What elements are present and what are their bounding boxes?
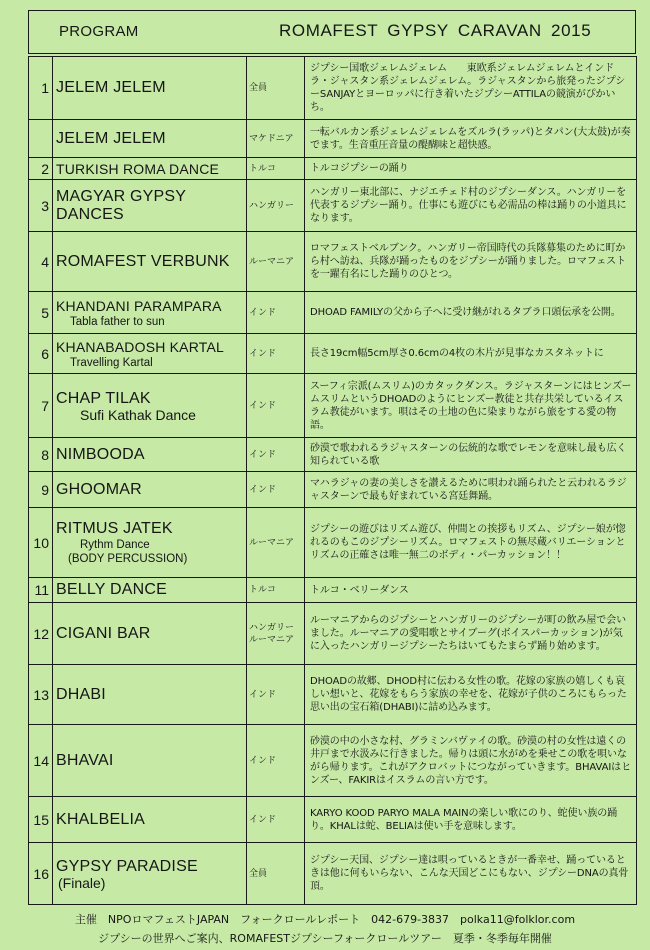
piece-description: 一転バルカン系ジェレムジェレムをズルラ(ラッパ)とタパン(大太鼓)が奏でます。生音重圧音量の醍醐味と超快感。 <box>305 120 637 158</box>
piece-region: インド <box>247 725 305 797</box>
piece-description: マハラジャの妻の美しさを讃えるために唄われ踊られたと云われるラジャスターンで最も好まれている宮廷舞踊。 <box>305 472 637 508</box>
piece-name <box>53 180 247 232</box>
row-number: 6 <box>29 334 53 374</box>
row-number <box>29 120 53 158</box>
piece-description: トルコ・ベリーダンス <box>305 578 637 603</box>
piece-description: ジプシー天国、ジプシー達は唄っているときが一番幸せ、踊っているときは他に何もいらない、こんな天国どこにもない、ジプシーDNAの真骨頂。 <box>305 843 637 905</box>
piece-description: DHOAD FAMILYの父から子へに受け継がれるタブラ口頭伝承を公開。 <box>305 292 637 334</box>
row-number: 12 <box>29 603 53 665</box>
piece-description: KARYO KOOD PARYO MALA MAINの楽しい歌にのり、蛇使い族の踊り。KHALは蛇、BELIAは使い手を意味します。 <box>305 797 637 843</box>
piece-name <box>53 120 247 158</box>
piece-region: 全員 <box>247 57 305 120</box>
piece-description: トルコジプシーの踊り <box>305 158 637 180</box>
piece-description: ジプシーの遊びはリズム遊び、仲間との挨拶もリズム、ジプシー娘が惚れるのもこのジプシーリズム。ロマフェストの無尽蔵バリエーションとリズムの正確さは唯一無二のボディ・パーカッション！！ <box>305 508 637 578</box>
program-row <box>29 292 637 334</box>
row-number: 1 <box>29 57 53 120</box>
organizer-info: 主催 NPOロマフェストJAPAN フォークロールレポート 042-679-3837 polka11@folklor.com <box>74 913 576 926</box>
piece-description: DHOADの故郷、DHOD村に伝わる女性の歌。花嫁の家族の嬉しくも哀しい想いと、花嫁をもらう家族の幸せを、花嫁が子供のころにもらった思い出の宝石箱(DHABI)に詰め込みます。 <box>305 665 637 725</box>
piece-region: インド <box>247 472 305 508</box>
program-row <box>29 374 637 438</box>
piece-name <box>53 57 247 120</box>
program-row <box>29 508 637 578</box>
piece-description: ハンガリー東北部に、ナジエチェド村のジプシーダンス。ハンガリーを代表するジプシー踊り。仕事にも遊びにも必需品の棒は踊りの小道具になります。 <box>305 180 637 232</box>
program-row <box>29 232 637 292</box>
piece-title: GYPSY PARADISE <box>56 857 198 875</box>
row-number: 11 <box>29 578 53 603</box>
piece-region: インド <box>247 438 305 472</box>
row-number: 7 <box>29 374 53 438</box>
program-row <box>29 180 637 232</box>
row-number: 4 <box>29 232 53 292</box>
piece-description: 砂漠の中の小さな村、グラミンバヴァイの歌。砂漠の村の女性は遠くの井戸まで水汲みに行きました。帰りは頭に水がめを乗せこの歌を唄いながら帰ります。これがアクロバットにつながっていきます。BHAVAIはヒンズー、FAKIRはイスラムの言い方です。 <box>305 725 637 797</box>
program-row <box>29 843 637 905</box>
event-title: ROMAFEST GYPSY CARAVAN 2015 <box>279 21 592 40</box>
piece-title: JELEM JELEM <box>56 129 166 147</box>
row-number: 13 <box>29 665 53 725</box>
piece-region: インド <box>247 334 305 374</box>
program-row <box>29 578 637 603</box>
piece-name <box>53 578 247 603</box>
row-number: 5 <box>29 292 53 334</box>
piece-description: 長さ19cm幅5cm厚さ0.6cmの4枚の木片が見事なカスタネットに <box>305 334 637 374</box>
piece-title: ROMAFEST VERBUNK <box>56 252 230 270</box>
program-table <box>28 56 637 905</box>
piece-region: トルコ <box>247 578 305 603</box>
piece-title: NIMBOODA <box>56 445 145 463</box>
piece-region: インド <box>247 797 305 843</box>
piece-name <box>53 665 247 725</box>
program-row <box>29 334 637 374</box>
piece-name <box>53 334 247 374</box>
program-label: PROGRAM <box>59 23 139 40</box>
program-row <box>29 57 637 120</box>
piece-name <box>53 725 247 797</box>
program-header <box>28 10 636 54</box>
program-row <box>29 472 637 508</box>
piece-title: BELLY DANCE <box>56 581 167 598</box>
piece-subtitle: Tabla father to sun <box>70 315 165 328</box>
program-row <box>29 158 637 180</box>
piece-region: インド <box>247 374 305 438</box>
row-number: 10 <box>29 508 53 578</box>
piece-title: MAGYAR GYPSY DANCES <box>56 187 186 223</box>
piece-name <box>53 603 247 665</box>
piece-description: ルーマニアからのジプシーとハンガリーのジプシーが町の飲み屋で会いました。ルーマニアの愛唱歌とサイブーグ(ボイスパーカッション)が気に入ったハンガリージプシーたちはいてもたまらず踊り始めます。 <box>305 603 637 665</box>
program-row <box>29 797 637 843</box>
program-row <box>29 725 637 797</box>
piece-region: ハンガリー ルーマニア <box>247 603 305 665</box>
row-number: 8 <box>29 438 53 472</box>
row-number: 16 <box>29 843 53 905</box>
piece-title: TURKISH ROMA DANCE <box>56 160 220 177</box>
piece-region: ハンガリー <box>247 180 305 232</box>
row-number: 14 <box>29 725 53 797</box>
piece-name <box>53 292 247 334</box>
piece-subtitle-2: (BODY PERCUSSION) <box>68 552 188 565</box>
piece-title: GHOOMAR <box>56 480 142 498</box>
piece-description: ロマフェストベルブンク。ハンガリー帝国時代の兵隊募集のために町から村へ訪ね、兵隊が踊ったものをジプシーが踊りました。ロマフェストを一躍有名にした踊りのひとつ。 <box>305 232 637 292</box>
row-number: 9 <box>29 472 53 508</box>
program-row <box>29 603 637 665</box>
piece-title: CHAP TILAK <box>56 389 151 407</box>
piece-name <box>53 158 247 180</box>
piece-title: KHALBELIA <box>56 810 145 828</box>
piece-name <box>53 472 247 508</box>
piece-name <box>53 843 247 905</box>
piece-subtitle: (Finale) <box>58 874 106 891</box>
piece-title: JELEM JELEM <box>56 79 166 96</box>
piece-subtitle: Travelling Kartal <box>70 356 153 369</box>
piece-title: BHAVAI <box>56 751 114 769</box>
piece-region: ルーマニア <box>247 232 305 292</box>
piece-name <box>53 797 247 843</box>
tour-info: ジプシーの世界へご案内、ROMAFESTジプシーフォークロールツアー 夏季・冬季毎年開催 <box>98 932 552 945</box>
row-number: 3 <box>29 180 53 232</box>
piece-name <box>53 232 247 292</box>
piece-subtitle: Rythm Dance <box>80 538 150 551</box>
piece-name <box>53 374 247 438</box>
piece-title: KHANABADOSH KARTAL <box>56 338 225 355</box>
piece-description: ジプシー国歌ジェレムジェレム 東欧系ジェレムジェレムとインドラ・ジャスタン系ジェレムジェレム。ラジャスタンから旅発ったジプシーSANJAYとヨーロッパに行き着いたジプシーATTILAの競演がぴかいち。 <box>305 57 637 120</box>
piece-region: 全員 <box>247 843 305 905</box>
piece-name <box>53 438 247 472</box>
program-row <box>29 120 637 158</box>
piece-region: マケドニア <box>247 120 305 158</box>
piece-title: KHANDANI PARAMPARA <box>56 297 222 314</box>
piece-title: RITMUS JATEK <box>56 519 173 537</box>
program-row <box>29 665 637 725</box>
piece-title: CIGANI BAR <box>56 624 151 642</box>
piece-description: 砂漠で歌われるラジャスターンの伝統的な歌でレモンを意味し最も広く知られている歌 <box>305 438 637 472</box>
row-number: 2 <box>29 158 53 180</box>
piece-region: インド <box>247 292 305 334</box>
piece-region: ルーマニア <box>247 508 305 578</box>
piece-name <box>53 508 247 578</box>
piece-region: トルコ <box>247 158 305 180</box>
piece-description: スーフィ宗派(ムスリム)のカタックダンス。ラジャスターンにはヒンズームスリムというDHOADのようにヒンズー教徒と共存共栄しているイスラム教徒がいます。唄はその土地の色に染まりながら旅をする愛の物語。 <box>305 374 637 438</box>
piece-title: DHABI <box>56 685 106 703</box>
piece-region: インド <box>247 665 305 725</box>
row-number: 15 <box>29 797 53 843</box>
program-row <box>29 438 637 472</box>
piece-subtitle: Sufi Kathak Dance <box>80 406 196 423</box>
